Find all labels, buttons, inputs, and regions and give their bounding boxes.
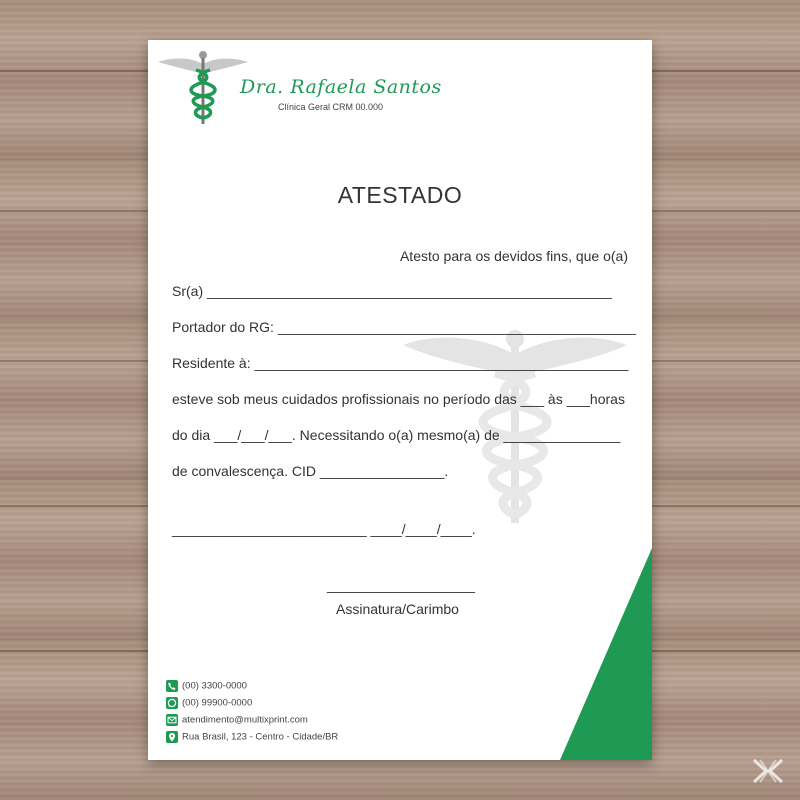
place-date-line: _________________________ ____/____/____. bbox=[172, 521, 476, 537]
phone-icon bbox=[166, 680, 178, 692]
date-need-line: do dia ___/___/___. Necessitando o(a) mesmo(a) de _______________ bbox=[172, 427, 621, 443]
doctor-name: Dra. Rafaela Santos bbox=[240, 76, 442, 98]
document-paper bbox=[148, 40, 652, 760]
rg-field-line: Portador do RG: ______________________________________________ bbox=[172, 319, 636, 335]
address-field-line: Residente à: ________________________________________________ bbox=[172, 355, 629, 371]
location-icon bbox=[166, 731, 178, 743]
contact-address: Rua Brasil, 123 - Centro - Cidade/BR bbox=[166, 731, 338, 743]
doctor-subtitle: Clínica Geral CRM 00.000 bbox=[278, 102, 384, 112]
email-icon bbox=[166, 714, 178, 726]
care-period-line: esteve sob meus cuidados profissionais no período das ___ às ___horas bbox=[172, 391, 625, 407]
contact-whatsapp: (00) 99900-0000 bbox=[166, 697, 252, 709]
brand-watermark-icon bbox=[750, 756, 786, 786]
document-title: ATESTADO bbox=[337, 182, 463, 208]
signature-label: Assinatura/Carimbo bbox=[336, 601, 459, 617]
letterhead bbox=[158, 46, 458, 126]
caduceus-logo-icon bbox=[158, 46, 248, 128]
signature-line: ___________________ bbox=[327, 577, 475, 593]
contact-email: atendimento@multixprint.com bbox=[166, 714, 308, 726]
contact-phone: (00) 3300-0000 bbox=[166, 680, 247, 692]
green-corner-accent bbox=[560, 548, 652, 760]
intro-text: Atesto para os devidos fins, que o(a) bbox=[399, 248, 628, 264]
cid-line: de convalescença. CID ________________. bbox=[172, 463, 449, 479]
whatsapp-icon bbox=[166, 697, 178, 709]
name-field-line: Sr(a) ____________________________________________________ bbox=[172, 283, 612, 299]
